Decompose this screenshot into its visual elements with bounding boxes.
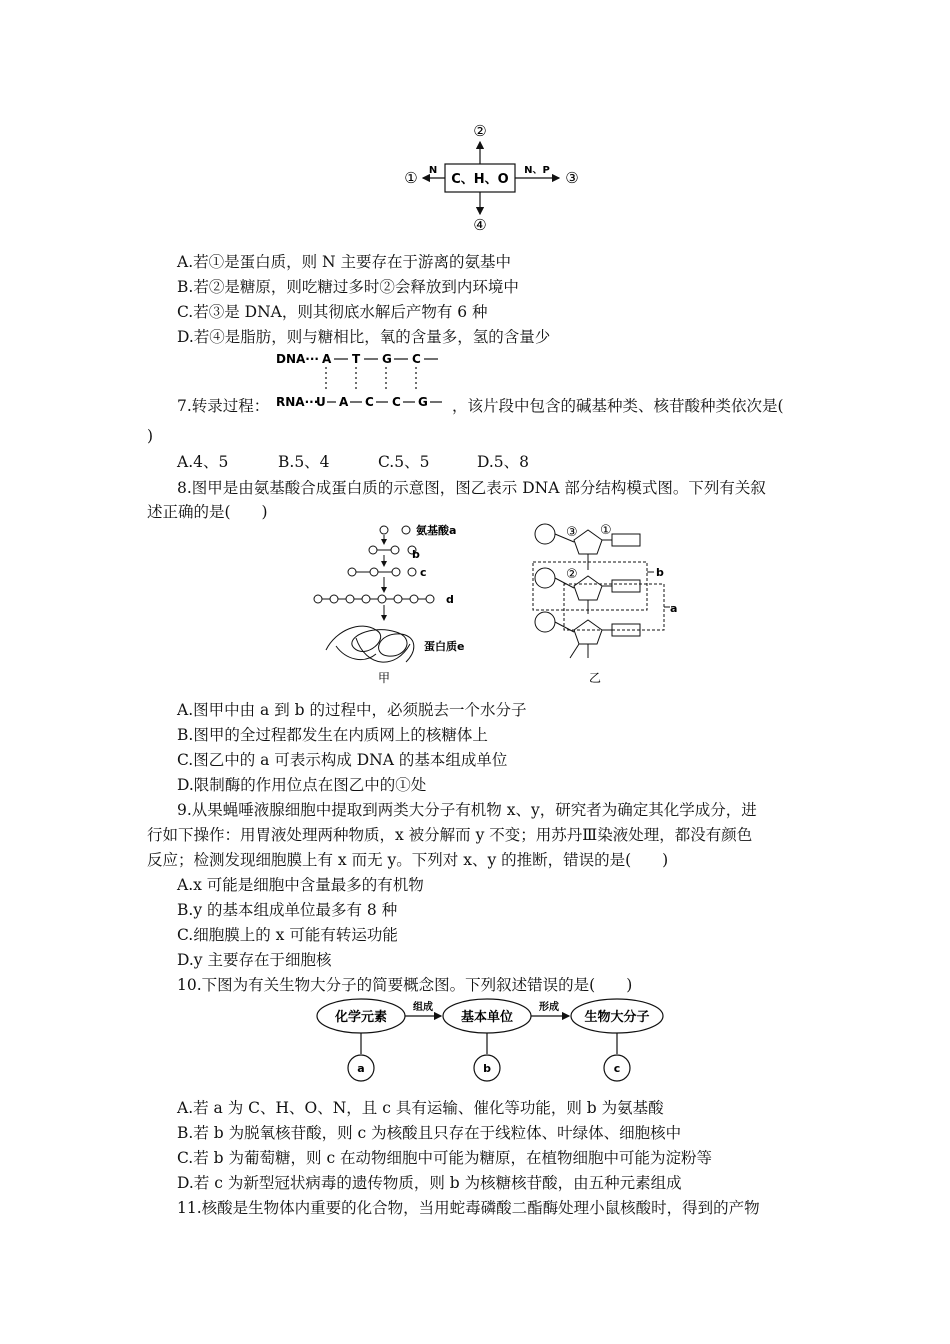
circle-c: c bbox=[613, 1062, 621, 1075]
box-basic-unit: 基本单位 bbox=[460, 1010, 514, 1025]
q7-option-b: B.5、4 bbox=[278, 453, 330, 471]
q6-option-c: C.若③是 DNA，则其彻底水解后产物有 6 种 bbox=[177, 303, 488, 321]
q10-stem: 10.下图为有关生物大分子的简要概念图。下列叙述错误的是( ) bbox=[177, 976, 633, 994]
q9-option-c: C.细胞膜上的 x 可能有转运功能 bbox=[177, 926, 398, 944]
right-arrow-label: N、P bbox=[524, 165, 550, 176]
q8-stem-line2: 述正确的是( ) bbox=[147, 503, 268, 521]
label-2: ② bbox=[473, 122, 487, 140]
q7-option-a: A.4、5 bbox=[177, 453, 229, 471]
dna-base: A bbox=[322, 352, 332, 366]
protein-synthesis-diagram bbox=[306, 520, 491, 690]
q8-stem-line1: 8.图甲是由氨基酸合成蛋白质的示意图，图乙表示 DNA 部分结构模式图。下列有关叙 bbox=[177, 479, 766, 497]
center-label: C、H、O bbox=[451, 172, 509, 187]
circle-a: a bbox=[357, 1062, 365, 1075]
macromolecule-concept-map bbox=[315, 996, 675, 1086]
label-a: a bbox=[670, 602, 678, 615]
transcription-diagram bbox=[276, 348, 456, 414]
element-diagram bbox=[395, 118, 595, 234]
box-elements: 化学元素 bbox=[334, 1010, 388, 1025]
arrow-label-form: 形成 bbox=[539, 1002, 559, 1013]
label-1: ① bbox=[404, 169, 418, 187]
label-amino-acid-a: 氨基酸a bbox=[416, 524, 457, 537]
q9-stem-line3: 反应；检测发现细胞膜上有 x 而无 y。下列对 x、y 的推断，错误的是( ) bbox=[147, 851, 669, 869]
left-arrow-label: N bbox=[428, 165, 438, 176]
rna-label: RNA··· bbox=[276, 395, 319, 409]
circle-b: b bbox=[483, 1062, 491, 1075]
q7-paren-close: ) bbox=[147, 427, 154, 445]
q10-option-c: C.若 b 为葡萄糖，则 c 在动物细胞中可能为糖原，在植物细胞中可能为淀粉等 bbox=[177, 1149, 713, 1167]
q10-option-d: D.若 c 为新型冠状病毒的遗传物质，则 b 为核糖核苷酸，由五种元素组成 bbox=[177, 1174, 682, 1192]
label-1: ① bbox=[600, 523, 612, 538]
rna-base: C bbox=[365, 395, 374, 409]
label-3: ③ bbox=[566, 525, 578, 540]
q9-option-a: A.x 可能是细胞中含量最多的有机物 bbox=[177, 876, 424, 894]
q8-option-c: C.图乙中的 a 可表示构成 DNA 的基本组成单位 bbox=[177, 751, 508, 769]
rna-base: A bbox=[339, 395, 349, 409]
q6-option-a: A.若①是蛋白质，则 N 主要存在于游离的氨基中 bbox=[177, 253, 512, 271]
rna-base: U bbox=[316, 395, 326, 409]
dna-base: T bbox=[352, 352, 361, 366]
dna-label: DNA··· bbox=[276, 352, 319, 366]
q9-stem-line1: 9.从果蝇唾液腺细胞中提取到两类大分子有机物 x、y，研究者为确定其化学成分，进 bbox=[177, 801, 757, 819]
q6-option-b: B.若②是糖原，则吃糖过多时②会释放到内环境中 bbox=[177, 278, 519, 296]
label-c: c bbox=[420, 566, 427, 579]
label-d: d bbox=[446, 593, 454, 606]
caption-yi: 乙 bbox=[588, 671, 602, 685]
label-b: b bbox=[412, 548, 420, 561]
label-b: b bbox=[656, 566, 664, 579]
q9-option-b: B.y 的基本组成单位最多有 8 种 bbox=[177, 901, 398, 919]
label-3: ③ bbox=[565, 169, 579, 187]
q9-option-d: D.y 主要存在于细胞核 bbox=[177, 951, 332, 969]
arrow-label-compose: 组成 bbox=[413, 1002, 433, 1013]
q7-option-c: C.5、5 bbox=[378, 453, 430, 471]
dna-base: C bbox=[412, 352, 421, 366]
dna-base: G bbox=[382, 352, 392, 366]
rna-base: G bbox=[418, 395, 428, 409]
q8-option-d: D.限制酶的作用位点在图乙中的①处 bbox=[177, 776, 427, 794]
rna-base: C bbox=[392, 395, 401, 409]
q8-option-a: A.图甲中由 a 到 b 的过程中，必须脱去一个水分子 bbox=[177, 701, 527, 719]
q11-stem-line1: 11.核酸是生物体内重要的化合物，当用蛇毒磷酸二酯酶处理小鼠核酸时，得到的产物 bbox=[177, 1199, 760, 1217]
label-4: ④ bbox=[473, 216, 487, 234]
dna-structure-diagram bbox=[530, 518, 680, 690]
q9-stem-line2: 行如下操作：用胃液处理两种物质，x 被分解而 y 不变；用苏丹Ⅲ染液处理，都没有颜色 bbox=[147, 826, 753, 844]
label-2: ② bbox=[566, 567, 578, 582]
q8-option-b: B.图甲的全过程都发生在内质网上的核糖体上 bbox=[177, 726, 488, 744]
caption-jia: 甲 bbox=[377, 671, 391, 685]
box-macromolecule: 生物大分子 bbox=[584, 1010, 650, 1025]
label-protein-e: 蛋白质e bbox=[424, 640, 465, 653]
q7-stem-prefix: 7.转录过程： bbox=[177, 397, 270, 415]
q6-option-d: D.若④是脂肪，则与糖相比，氧的含量多，氢的含量少 bbox=[177, 328, 551, 346]
q10-option-a: A.若 a 为 C、H、O、N，且 c 具有运输、催化等功能，则 b 为氨基酸 bbox=[177, 1099, 664, 1117]
q7-stem-suffix: ，该片段中包含的碱基种类、核苷酸种类依次是( bbox=[452, 397, 784, 415]
q7-option-d: D.5、8 bbox=[477, 453, 530, 471]
q10-option-b: B.若 b 为脱氧核苷酸，则 c 为核酸且只存在于线粒体、叶绿体、细胞核中 bbox=[177, 1124, 682, 1142]
